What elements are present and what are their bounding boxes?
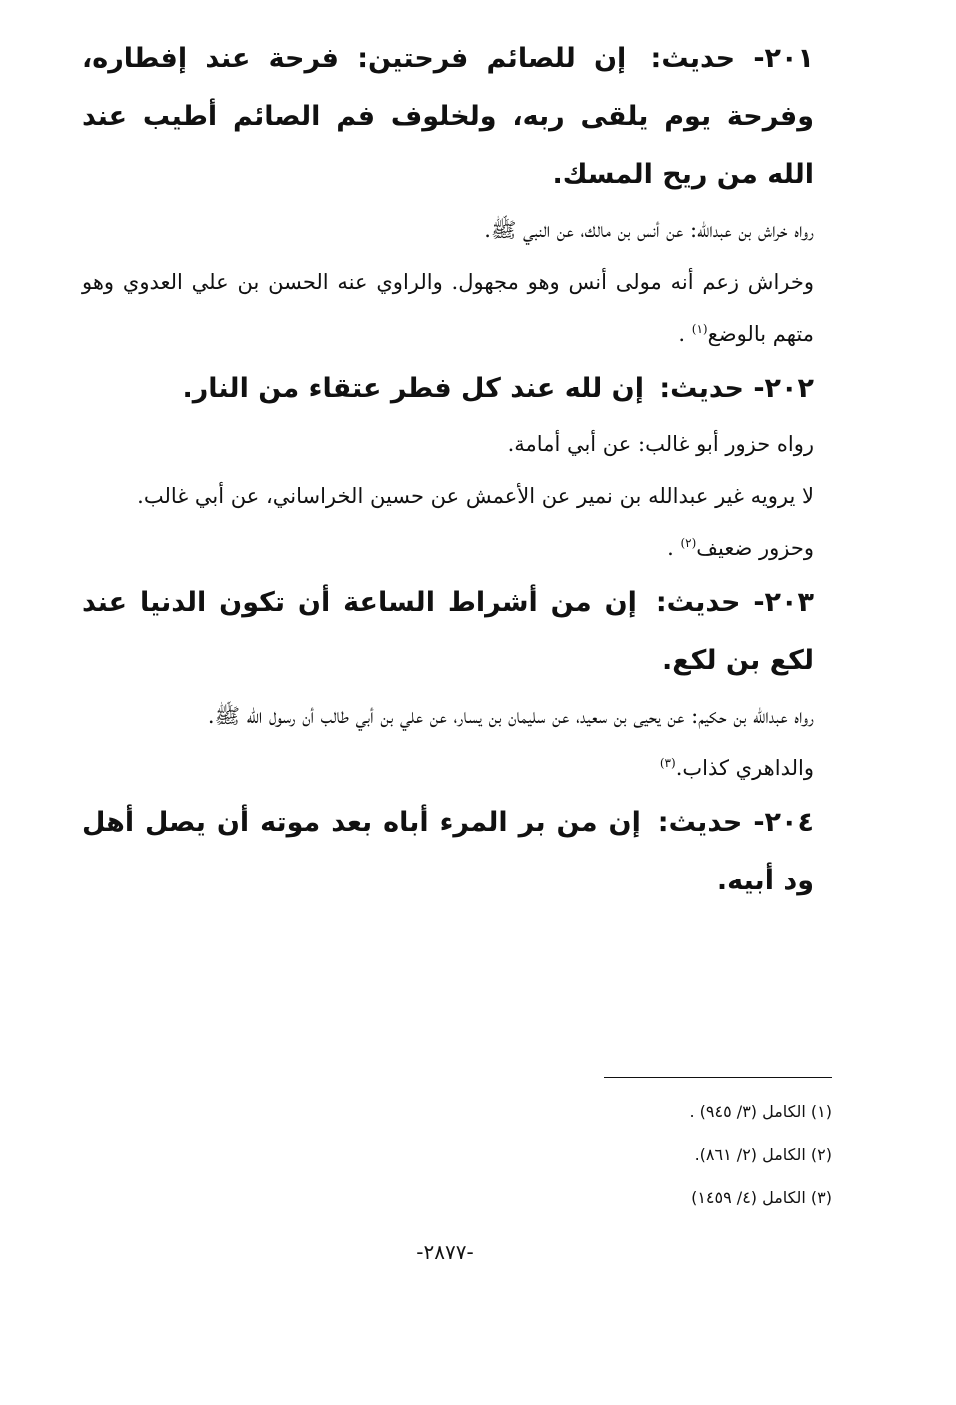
commentary-text: وحزور ضعيف: [696, 536, 814, 560]
narration-line: رواه خراش بن عبدالله: عن أنس بن مالك، عن النبي ﷺ.: [484, 218, 814, 242]
footnote-marker[interactable]: (٢): [680, 536, 697, 550]
footnote-marker[interactable]: (٣): [659, 756, 676, 770]
hadith-number: ٢٠٣- حديث:: [655, 587, 814, 618]
hadith-text: إن للصائم فرحتين: فرحة عند إفطاره، وفرحة يوم يلقى ربه، ولخلوف فم الصائم أطيب عند الله من ريح المسك.: [82, 43, 814, 190]
commentary-line: [82, 522, 852, 574]
narration-line: رواه حزور أبو غالب: عن أبي أمامة.: [507, 432, 814, 456]
footnote-3: (٣) الكامل (٤/ ١٤٥٩): [691, 1188, 832, 1207]
narration-line: رواه عبدالله بن حكيم: عن يحيى بن سعيد، عن سليمان بن يسار، عن علي بن أبي طالب أن رسول الله ﷺ.: [207, 704, 814, 728]
hadith-203: [82, 574, 852, 690]
footnote-1: (١) الكامل (٣/ ٩٤٥) .: [689, 1102, 832, 1121]
hadith-text: إن من بر المرء أباه بعد موته أن يصل أهل ود أبيه.: [82, 807, 814, 896]
hadith-text: إن من أشراط الساعة أن تكون الدنيا عند لكع بن لكع.: [82, 587, 814, 676]
commentary-line: [82, 256, 852, 360]
hadith-202: [82, 360, 852, 418]
commentary-text: وخراش زعم أنه مولى أنس وهو مجهول. والراوي عنه الحسن بن علي العدوي وهو متهم بالوضع: [82, 270, 814, 346]
hadith-text: إن لله عند كل فطر عتقاء من النار.: [182, 373, 644, 404]
commentary-line: لا يرويه غير عبدالله بن نمير عن الأعمش عن حسين الخراساني، عن أبي غالب.: [137, 484, 814, 508]
hadith-number: ٢٠٤- حديث:: [657, 807, 814, 838]
footnote-marker[interactable]: (١): [691, 322, 708, 336]
hadith-number: ٢٠١- حديث:: [650, 43, 814, 74]
hadith-204: [82, 794, 852, 910]
period: .: [678, 322, 692, 346]
hadith-201: [82, 30, 852, 204]
period: .: [667, 536, 681, 560]
footnote-2: (٢) الكامل (٢/ ٨٦١).: [694, 1145, 832, 1164]
page-body: [82, 30, 852, 910]
footnote-divider: [604, 1077, 832, 1078]
hadith-number: ٢٠٢- حديث:: [659, 373, 814, 404]
commentary-line: [82, 742, 852, 794]
footnotes: [82, 1077, 832, 1219]
page-number: -٢٨٧٧-: [416, 1240, 474, 1264]
commentary-text: والداهري كذاب.: [675, 756, 814, 780]
